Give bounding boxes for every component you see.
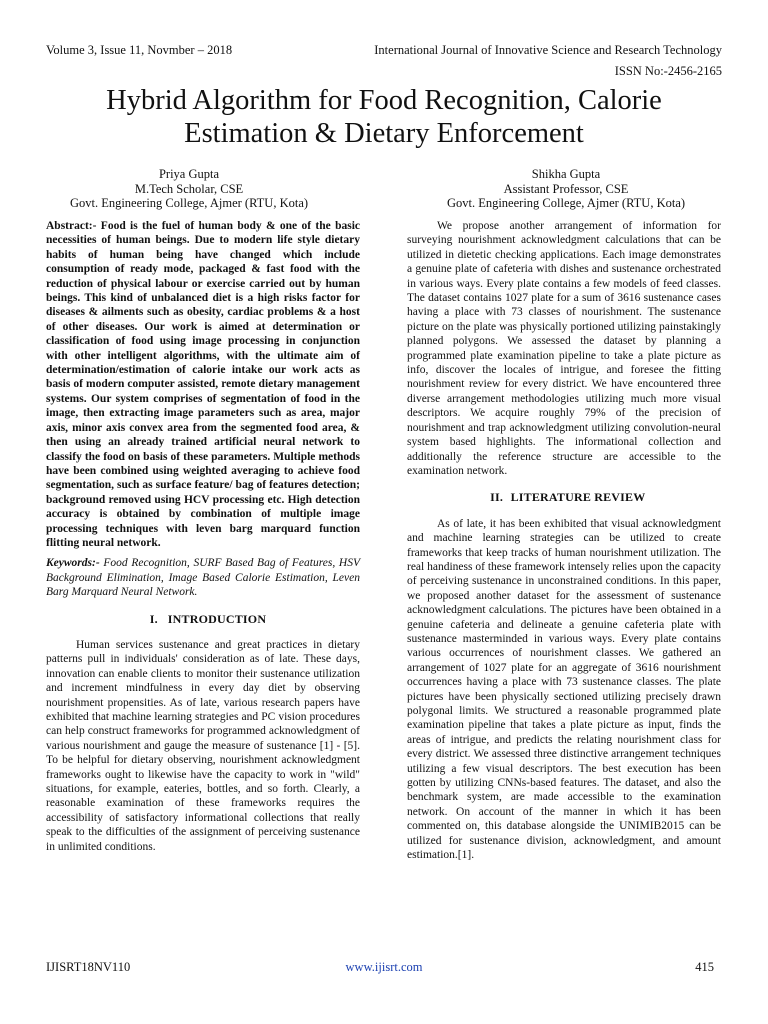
left-column: [46, 219, 360, 854]
paper-title-line-2: Estimation & Dietary Enforcement: [184, 118, 584, 149]
section-title: INTRODUCTION: [167, 611, 267, 626]
page-number: 415: [695, 960, 714, 974]
volume-issue: Volume 3, Issue 11, Novmber – 2018: [46, 43, 233, 57]
website-link[interactable]: www.ijisrt.com: [345, 960, 423, 974]
section-number: I.: [149, 611, 158, 626]
keywords-paragraph: [46, 556, 360, 599]
section-title: LITERATURE REVIEW: [510, 490, 646, 505]
paper-title: [30, 84, 738, 150]
literature-review-paragraph: As of late, it has been exhibited that visual acknowledgment and machine learning strategies can be utilized to create frameworks that keep tracks of human nourishment utilization. The real handiness of these framework intensely relies upon the capacity of perceiving sustenance in unconstrained conditions. In this paper, we proposed another dataset for the assessment of sustenance acknowledgment calculations. The pictures have been obtained in a genuine cafeteria and delineate a genuine cafeteria plate with sustenance masterminded in various ways. Every plate contains various occurrences of nourishment classes. We gathered an arrangement of 1027 plate for an aggregate of 3616 nourishment occurrences having a place with 73 sustenance classes. The plate pictures have been physically sectioned utilizing precisely drawn polygonal limits. We structured a reasonable programmed plate examination pipeline that takes a plate picture as input, finds the areas of intrigue, and predicts the relating nourishment class for every district. We assessed three distinctive arrangement techniques utilizing a few visual descriptors. The best execution has been gotten by utilizing CNNs-based features. The dataset, and also the benchmark system, are made accessible to the examination network. On account of the manner in which it has been commented on, this database alongside the UNIMIB2015 can be utilized for sustenance division, acknowledgment, and amount estimation.[1].: [407, 517, 721, 862]
author-affiliation: Govt. Engineering College, Ajmer (RTU, Kota): [69, 196, 309, 210]
journal-name: International Journal of Innovative Science and Research Technology: [374, 43, 722, 57]
keywords-text: Food Recognition, SURF Based Bag of Features, HSV Background Elimination, Image Based Calorie Estimation, Leven Barg Marquard Neural Network.: [46, 557, 360, 599]
author-affiliation: Govt. Engineering College, Ajmer (RTU, Kota): [446, 196, 686, 210]
paper-id: IJISRT18NV110: [46, 960, 131, 974]
dataset-paragraph: We propose another arrangement of information for surveying nourishment acknowledgment calculations that can be utilized in dietetic checking applications. Each image demonstrates a genuine plate of cafeteria with dishes and sustenance orchestrated in various ways. Every plate contains a few models of feed classes. The dataset contains 1027 plate for a sum of 3616 sustenance cases having a place with 73 classes of nourishment. The sustenance picture on the plate was physically portioned utilizing painstakingly planned polygons. We assessed the dataset by planning a programmed plate examination pipeline to take a plate picture as info, discover the locales of intrigue, and foresee the fitting nourishment review for every district. We have encountered three diverse arrangement methodologies utilizing much more visual descriptors. We acquire roughly 79% of the precision of nourishment and trap acknowledgment utilizing convolution-neural system based highlights. The informational collection and additionally the reference structure are accessible to the examination network.: [407, 220, 721, 477]
section-heading-literature-review: [407, 490, 721, 504]
abstract-paragraph: Abstract:- Food is the fuel of human body & one of the basic necessities of human beings. Due to modern life style dietary habits of human being have changed which include consumption of ready mode, packaged & fast food with the reduction of physical labour or exercise carried out by human beings. This kind of unbalanced diet is a high risks factor for diseases & ailments such as obesity, cardiac problems & a host of other diseases. Our work is aimed at determination or classification of food using image processing in conjunction with other intelligent algorithms, with the ultimate aim of determination/estimation of calorie intake our work acts as basis of modern computer assisted, remote dietary management systems. Our system comprises of segmentation of food in the image, then extracting image parameters such as area, major axis, minor axis convex area from the segmented food area, & then using an already trained artificial neural network to classify the food on basis of these parameters. Multiple methods have been combined using weighted averaging to achieve food segmentation, such as surface feature/ bag of features detection; background removed using HCV processing etc. High detection accuracy is obtained by combination of multiple image processing techniques with leven barg marquard function flitting neural network.: [46, 220, 360, 549]
introduction-paragraph: Human services sustenance and great practices in dietary patterns pull in individuals' consideration as of late. These days, innovation can enable clients to monitor their sustenance utilization and increment mindfulness in every day diet by observing nourishment propensities. As of late, various research papers have exhibited that machine learning strategies and PC vision procedures can help construct frameworks for programmed acknowledgment of various nourishment and gauge the measure of sustenance [1] - [5]. To be helpful for dietary observing, nourishment acknowledgment frameworks ought to likewise have the capacity to work in "wild" situations, for example, eateries, bottles, and so forth. Clearly, a reasonable examination of these frameworks requires the accessibility of satisfactory informational collections that really speak to the difficulties of the assignment of perceiving sustenance in unlimited conditions.: [46, 638, 360, 853]
section-heading-introduction: [46, 612, 360, 626]
right-column: [407, 219, 721, 862]
author-block-2: [416, 167, 716, 211]
issn-number: ISSN No:-2456-2165: [614, 64, 722, 78]
author-name: Priya Gupta: [158, 167, 220, 181]
paper-title-line-1: Hybrid Algorithm for Food Recognition, Calorie: [106, 85, 662, 116]
author-block-1: [39, 167, 339, 211]
author-name: Shikha Gupta: [531, 167, 601, 181]
author-role: M.Tech Scholar, CSE: [134, 181, 244, 196]
author-role: Assistant Professor, CSE: [503, 181, 629, 196]
keywords-label: Keywords:-: [46, 557, 100, 570]
section-number: II.: [490, 490, 504, 505]
